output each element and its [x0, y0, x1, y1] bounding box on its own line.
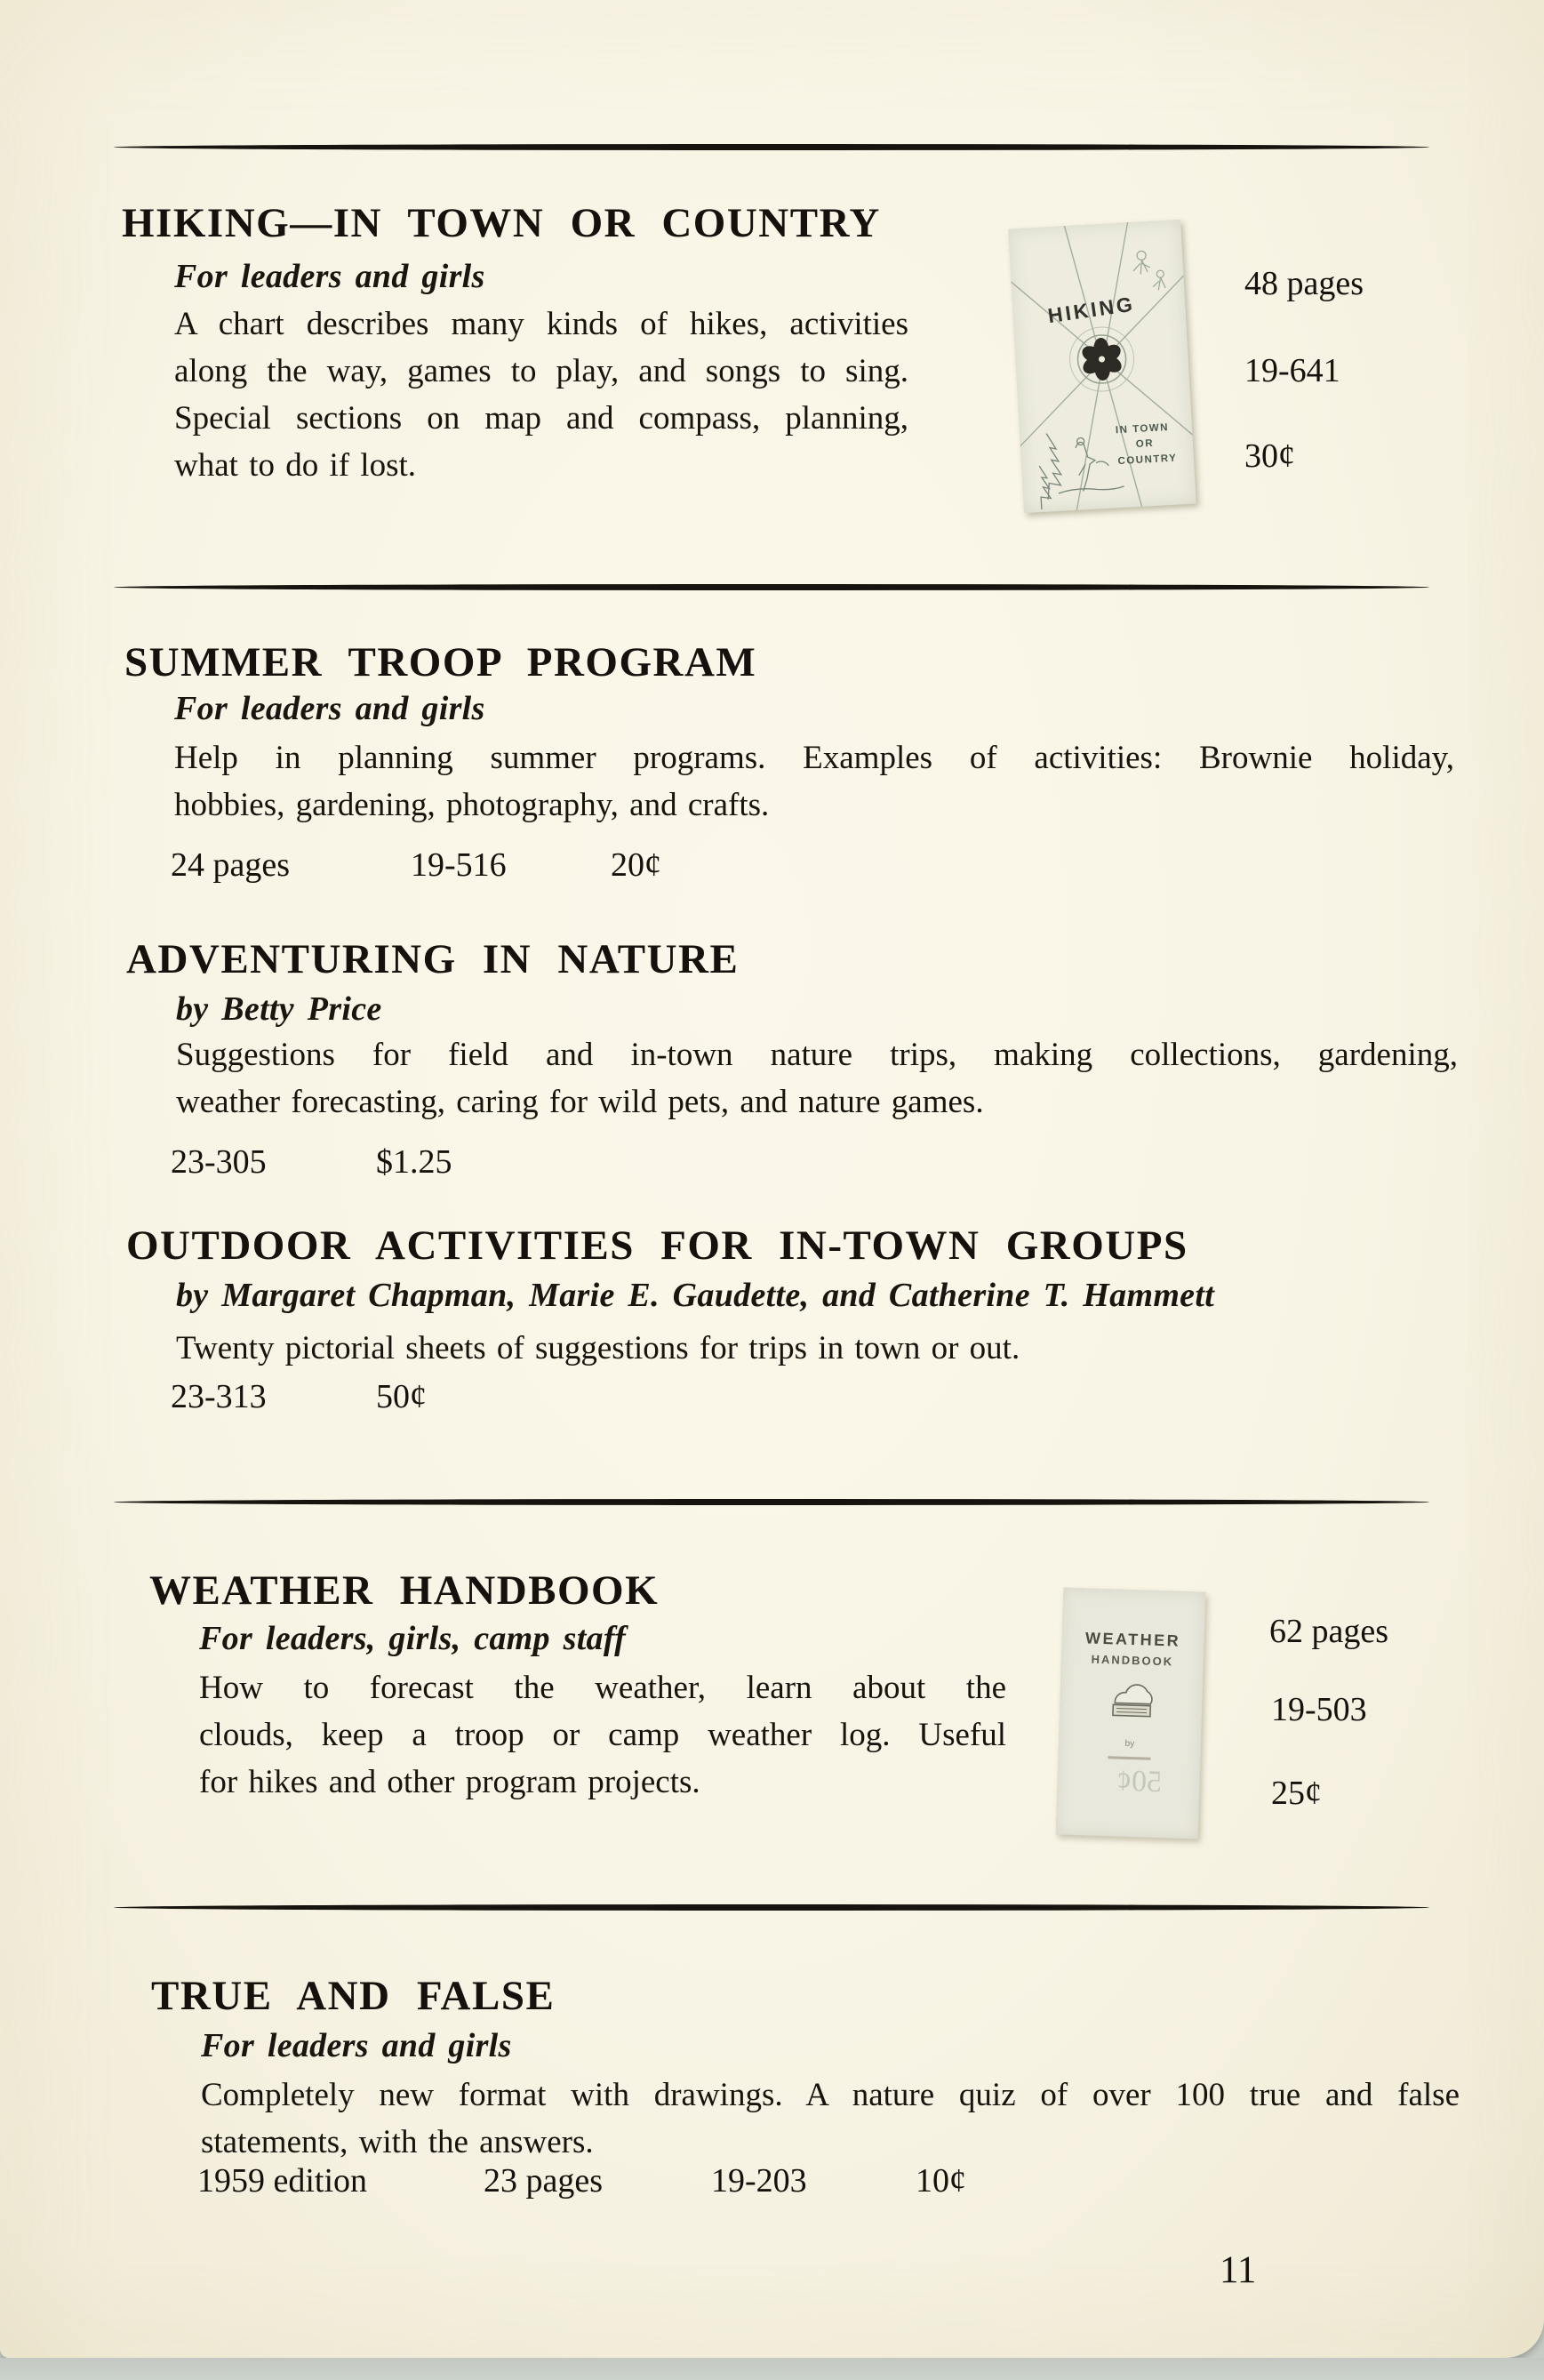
product-data-row-outdoor	[171, 1380, 427, 1414]
description-true-false	[201, 2071, 1460, 2166]
page-count-value: 24 pages	[171, 846, 291, 884]
description-summer	[174, 734, 1454, 829]
product-data-row-true-false	[197, 2164, 966, 2198]
body-line: Help in planning summer programs. Examples of activities: Brownie holiday,	[174, 740, 1454, 776]
divider-rule-second	[114, 584, 1429, 590]
body-line: A chart describes many kinds of hikes, activities	[174, 306, 908, 342]
section-title-weather-handbook: WEATHER HANDBOOK	[149, 1567, 660, 1614]
body-line: what to do if lost.	[174, 447, 417, 484]
body-line: statements, with the answers.	[201, 2124, 594, 2160]
cover-title-text: HIKING	[1046, 292, 1137, 328]
catalog-number-value: 19-516	[411, 846, 507, 884]
edition-value: 1959 edition	[197, 2162, 368, 2200]
product-data-row-adventuring	[171, 1145, 452, 1179]
page-count-value: 23 pages	[484, 2162, 604, 2200]
section-title-outdoor-activities: OUTDOOR ACTIVITIES FOR IN-TOWN GROUPS	[126, 1222, 1188, 1269]
section-title-summer-troop-program: SUMMER TROOP PROGRAM	[124, 639, 757, 685]
description-hiking	[174, 301, 908, 489]
svg-text:COUNTRY: COUNTRY	[1117, 453, 1178, 468]
body-line: clouds, keep a troop or camp weather log. Useful	[199, 1717, 1006, 1753]
price-value: $1.25	[376, 1143, 452, 1181]
cover-author-line	[1108, 1756, 1150, 1760]
page-number: 11	[1220, 2249, 1257, 2291]
weather-booklet-cover-art	[1056, 1588, 1206, 1839]
section-title-adventuring-in-nature: ADVENTURING IN NATURE	[126, 936, 740, 982]
body-line: Suggestions for field and in-town nature trips, making collections, gardening,	[176, 1037, 1458, 1073]
description-adventuring	[176, 1031, 1458, 1126]
weather-booklet-thumbnail	[1056, 1588, 1206, 1839]
divider-rule-top	[114, 144, 1429, 150]
price-value: 50¢	[376, 1378, 427, 1415]
catalog-number-value: 19-641	[1244, 352, 1340, 389]
divider-rule-fourth	[114, 1904, 1429, 1911]
audience-line-true-false: For leaders and girls	[201, 2027, 512, 2064]
description-weather	[199, 1664, 1006, 1806]
product-data-row-summer	[171, 848, 661, 882]
scan-bottom-edge	[0, 2358, 1544, 2380]
hiking-booklet-cover-art	[1008, 220, 1196, 513]
byline-adventuring: by Betty Price	[176, 990, 382, 1028]
trees-and-hiker-sketch	[1037, 429, 1125, 509]
audience-line-summer: For leaders and girls	[174, 690, 485, 727]
catalog-number-value: 23-305	[171, 1143, 267, 1181]
cover-title-text: WEATHER	[1084, 1629, 1181, 1650]
price-value: 25¢	[1271, 1775, 1322, 1812]
section-title-hiking: HIKING—IN TOWN OR COUNTRY	[122, 200, 881, 246]
price-value: 20¢	[611, 846, 661, 884]
body-line: along the way, games to play, and songs to sing.	[174, 353, 908, 389]
body-line: Twenty pictorial sheets of suggestions for trips in town or out.	[176, 1330, 1020, 1366]
body-line: weather forecasting, caring for wild pets, and nature games.	[176, 1084, 984, 1120]
svg-text:IN TOWN: IN TOWN	[1115, 421, 1170, 437]
price-value: 10¢	[916, 2162, 966, 2200]
price-value: 30¢	[1244, 437, 1295, 475]
audience-line-hiking: For leaders and girls	[174, 258, 485, 295]
section-title-true-and-false: TRUE AND FALSE	[151, 1973, 556, 2019]
hiking-booklet-thumbnail	[1008, 220, 1196, 513]
body-line: for hikes and other program projects.	[199, 1764, 700, 1800]
byline-outdoor: by Margaret Chapman, Marie E. Gaudette, and Catherine T. Hammett	[176, 1277, 1215, 1314]
cover-byline-text: by	[1124, 1738, 1135, 1750]
body-line: Completely new format with drawings. A nature quiz of over 100 true and false	[201, 2077, 1460, 2113]
divider-rule-third	[114, 1499, 1429, 1505]
figures-sketch	[1132, 250, 1165, 292]
page-count-value: 62 pages	[1269, 1613, 1389, 1650]
catalog-number-value: 19-203	[711, 2162, 807, 2200]
svg-text:OR: OR	[1135, 437, 1155, 451]
audience-line-weather: For leaders, girls, camp staff	[199, 1620, 627, 1657]
body-line: Special sections on map and compass, planning,	[174, 400, 908, 437]
catalog-number-value: 23-313	[171, 1378, 267, 1415]
page-count-value: 48 pages	[1244, 265, 1364, 302]
cloud-icon	[1113, 1684, 1152, 1716]
body-line: How to forecast the weather, learn about the	[199, 1670, 1006, 1706]
bleed-through-text: 50¢	[1116, 1764, 1163, 1799]
description-outdoor	[176, 1325, 1458, 1372]
body-line: hobbies, gardening, photography, and crafts.	[174, 787, 770, 823]
catalog-number-value: 19-503	[1271, 1691, 1367, 1728]
cover-subtitle-text: HANDBOOK	[1091, 1652, 1174, 1669]
